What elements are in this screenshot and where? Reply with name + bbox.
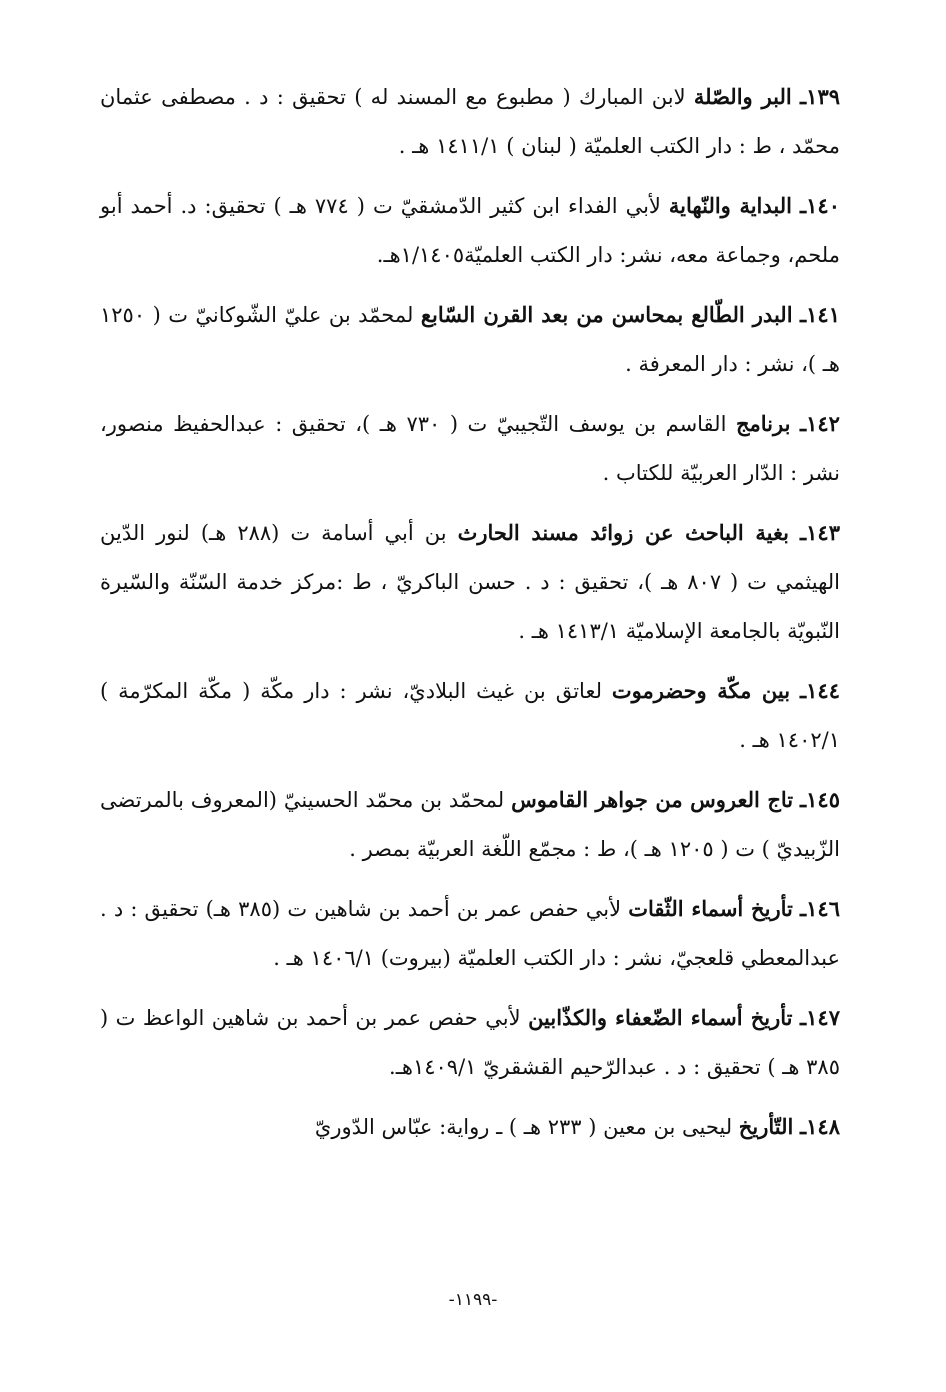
entry-number: ١٤٣ـ	[800, 520, 840, 545]
entry-number: ١٤١ـ	[799, 302, 840, 327]
entry-text: لابن المبارك ( مطبوع مع المسند له ) تحقيق : د . مصطفى عثمان محمّد ، ط : دار الكتب العلميّة ( لبنان ) ١٤١١/١ هـ .	[100, 85, 840, 158]
entry-text: لأبي الفداء ابن كثير الدّمشقيّ ت ( ٧٧٤ هـ ) تحقيق: د. أحمد أبو ملحم، وجماعة معه، نشر: دار الكتب العلميّة١/١٤٠٥هـ.	[100, 194, 840, 267]
entry-number: ١٤٢ـ	[799, 411, 840, 436]
entry-title: تاج العروس من جواهر القاموس	[511, 787, 794, 812]
entry-146	[100, 884, 840, 983]
entry-text: لعاتق بن غيث البلاديّ، نشر : دار مكّة ( مكّة المكرّمة ) ١٤٠٢/١ هـ .	[100, 679, 840, 752]
entry-title: تأريخ أسماء الضّعفاء والكذّابين	[528, 1005, 793, 1030]
entry-number: ١٤٦ـ	[799, 896, 840, 921]
entry-text: ليحيى بن معين ( ٢٣٣ هـ ) ـ رواية: عبّاس الدّوريّ	[314, 1115, 733, 1139]
entry-title: بغية الباحث عن زوائد مسند الحارث	[457, 520, 789, 545]
entry-title: برنامج	[735, 411, 791, 436]
entry-text: بن أبي أسامة ت (٢٨٨ هـ) لنور الدّين الهيثمي ت ( ٨٠٧ هـ )، تحقيق : د . حسن الباكريّ ، ط :مركز خدمة السّنّة والسّيرة النّبويّة بالجامعة الإسلاميّة ١٤١٣/١ هـ .	[100, 521, 841, 643]
entry-text: لأبي حفص عمر بن أحمد بن شاهين الواعظ ت ( ٣٨٥ هـ ) تحقيق : د . عبدالرّحيم القشقريّ ١٤٠٩/١هـ.	[100, 1006, 840, 1079]
entry-title: بين مكّة وحضرموت	[611, 678, 791, 703]
entry-text: لمحمّد بن محمّد الحسينيّ (المعروف بالمرتضى الزّبيديّ ) ت ( ١٢٠٥ هـ )، ط : مجمّع اللّغة العربيّة بمصر .	[100, 788, 840, 861]
entry-title: تأريخ أسماء الثّقات	[628, 896, 793, 921]
entry-text: القاسم بن يوسف التّجيبيّ ت ( ٧٣٠ هـ )، تحقيق : عبدالحفيظ منصور، نشر : الدّار العربيّة للكتاب .	[100, 412, 840, 485]
entry-number: ١٤٧ـ	[799, 1005, 840, 1030]
entry-148	[100, 1102, 840, 1152]
entry-141	[100, 290, 840, 389]
entry-title: البر والصّلة	[693, 84, 792, 109]
page-body	[100, 72, 840, 1162]
entry-140	[100, 181, 840, 280]
entry-145	[100, 775, 840, 874]
entry-142	[100, 399, 840, 498]
entry-139	[100, 72, 840, 171]
entry-title: التّأريخ	[738, 1114, 794, 1139]
entry-title: البدر الطّالع بمحاسن من بعد القرن السّابع	[420, 302, 793, 327]
entry-text: لمحمّد بن عليّ الشّوكانيّ ت ( ١٢٥٠ هـ )، نشر : دار المعرفة .	[100, 303, 840, 376]
entry-147	[100, 993, 840, 1092]
entry-number: ١٣٩ـ	[800, 84, 841, 109]
entry-144	[100, 666, 840, 765]
entry-text: لأبي حفص عمر بن أحمد بن شاهين ت (٣٨٥ هـ) تحقيق : د . عبدالمعطي قلعجيّ، نشر : دار الكتب العلميّة (بيروت) ١٤٠٦/١ هـ .	[100, 897, 840, 970]
entry-number: ١٤٨ـ	[800, 1114, 840, 1139]
entry-title: البداية والنّهاية	[668, 193, 792, 218]
entry-number: ١٤٥ـ	[800, 787, 840, 812]
entry-number: ١٤٤ـ	[799, 678, 840, 703]
entry-number: ١٤٠ـ	[799, 193, 840, 218]
page-number: -١١٩٩-	[448, 1290, 498, 1310]
entry-143	[100, 508, 840, 656]
